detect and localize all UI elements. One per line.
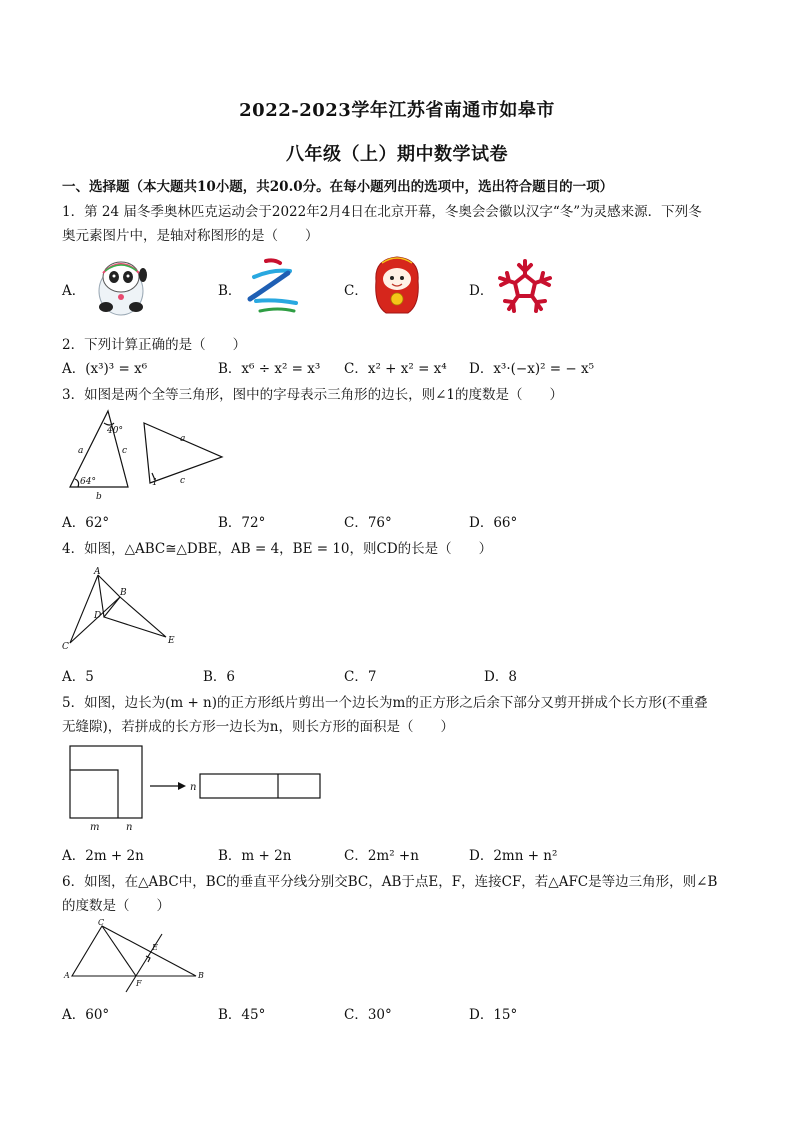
q3-angle-64-label: 64° [80,477,96,487]
q6-option-a: A．60° [62,1007,110,1023]
q1-option-c: C． [344,283,368,299]
q1-option-d: D． [469,283,494,299]
q3-angle-1-label: 1 [152,478,158,488]
q5-rectangle [200,774,320,798]
q6-option-d: D．15° [469,1007,518,1023]
q3-triangles-figure [60,405,230,505]
q1-stem-line2: 奥元素图片中，是轴对称图形的是（ ） [62,228,319,244]
q3-side-a2-label: a [180,434,186,444]
q1-stem-line1: 1．第 24 届冬季奥林匹克运动会于2022年2月4日在北京开幕，冬奥会会徽以汉字“冬”为灵感来源．下列冬 [62,204,702,220]
shuey-rhon-rhon-mascot-image [368,253,426,319]
q5-n-label: n [126,822,133,833]
q6-point-b-label: B [198,971,204,980]
q6-option-c: C．30° [344,1007,392,1023]
q1-option-a: A． [62,283,86,299]
q5-stem-line1: 5．如图，边长为(m + n)的正方形纸片剪出一个边长为m的正方形之后余下部分又剪开拼成个长方形(不重叠 [62,695,708,711]
q2-option-d: D．x³·(−x)² = − x⁵ [469,361,595,377]
q6-option-b: B．45° [218,1007,266,1023]
q3-option-a: A．62° [62,515,110,531]
q5-option-a: A．2m + 2n [62,848,144,864]
q3-option-c: C．76° [344,515,392,531]
q3-side-b-label: b [96,492,102,502]
q2-option-a: A．(x³)³ = x⁶ [62,361,148,377]
q6-point-e-label: E [152,943,158,952]
q3-angle-40-label: 40° [107,426,123,436]
q6-point-f-label: F [136,979,142,988]
q6-point-c-label: C [98,918,105,927]
q5-m-label: m [90,822,100,833]
olympic-emblem-image [238,255,304,317]
q3-option-b: B．72° [218,515,266,531]
q5-option-c: C．2m² +n [344,848,419,864]
q4-stem: 4．如图，△ABC≅△DBE，AB = 4，BE = 10，则CD的长是（ ） [62,541,493,557]
q3-side-c2-label: c [180,476,186,486]
q6-triangle-abc [72,926,196,976]
q6-point-a-label: A [64,971,70,980]
q4-point-c-label: C [62,642,69,652]
bing-dwen-dwen-mascot-image [90,255,152,317]
q4-point-e-label: E [168,636,175,646]
q3-option-d: D．66° [469,515,518,531]
q2-option-b: B．x⁶ ÷ x² = x³ [218,361,321,377]
q3-right-triangle [144,423,222,483]
exam-title-line2: 八年级（上）期中数学试卷 [286,144,508,165]
q6-triangle-figure [60,918,210,996]
q5-inner-square [70,770,118,818]
q4-option-d: D．8 [484,669,517,685]
q5-stem-line2: 无缝隙)，若拼成的长方形一边长为n，则长方形的面积是（ ） [62,719,454,735]
section-heading: 一、选择题（本大题共10小题，共20.0分。在每小题列出的选项中，选出符合题目的一项） [62,179,614,195]
q5-n2-label: n [190,782,197,793]
q6-stem-line1: 6．如图，在△ABC中，BC的垂直平分线分别交BC，AB于点E，F，连接CF，若△AFC是等边三角形，则∠B [62,874,718,890]
q3-side-c-label: c [122,446,128,456]
snowflake-symbol-image [494,258,556,316]
exam-title-line1: 2022-2023学年江苏省南通市如皋市 [239,100,555,121]
q2-option-c: C．x² + x² = x⁴ [344,361,447,377]
q4-point-d-label: D [94,611,102,621]
q2-stem: 2．下列计算正确的是（ ） [62,337,247,353]
q4-point-a-label: A [94,567,101,577]
q5-big-square [70,746,142,818]
q3-stem: 3．如图是两个全等三角形，图中的字母表示三角形的边长，则∠1的度数是（ ） [62,387,563,403]
q6-stem-line2: 的度数是（ ） [62,898,170,914]
q5-option-b: B．m + 2n [218,848,292,864]
q1-option-b: B． [218,283,242,299]
q5-option-d: D．2mn + n² [469,848,558,864]
q4-option-c: C．7 [344,669,377,685]
q4-option-a: A．5 [62,669,94,685]
q4-triangles-figure [60,565,190,655]
q5-square-to-rectangle-figure [66,742,328,836]
q4-point-b-label: B [120,588,127,598]
q3-side-a-label: a [78,446,84,456]
q4-option-b: B．6 [203,669,236,685]
